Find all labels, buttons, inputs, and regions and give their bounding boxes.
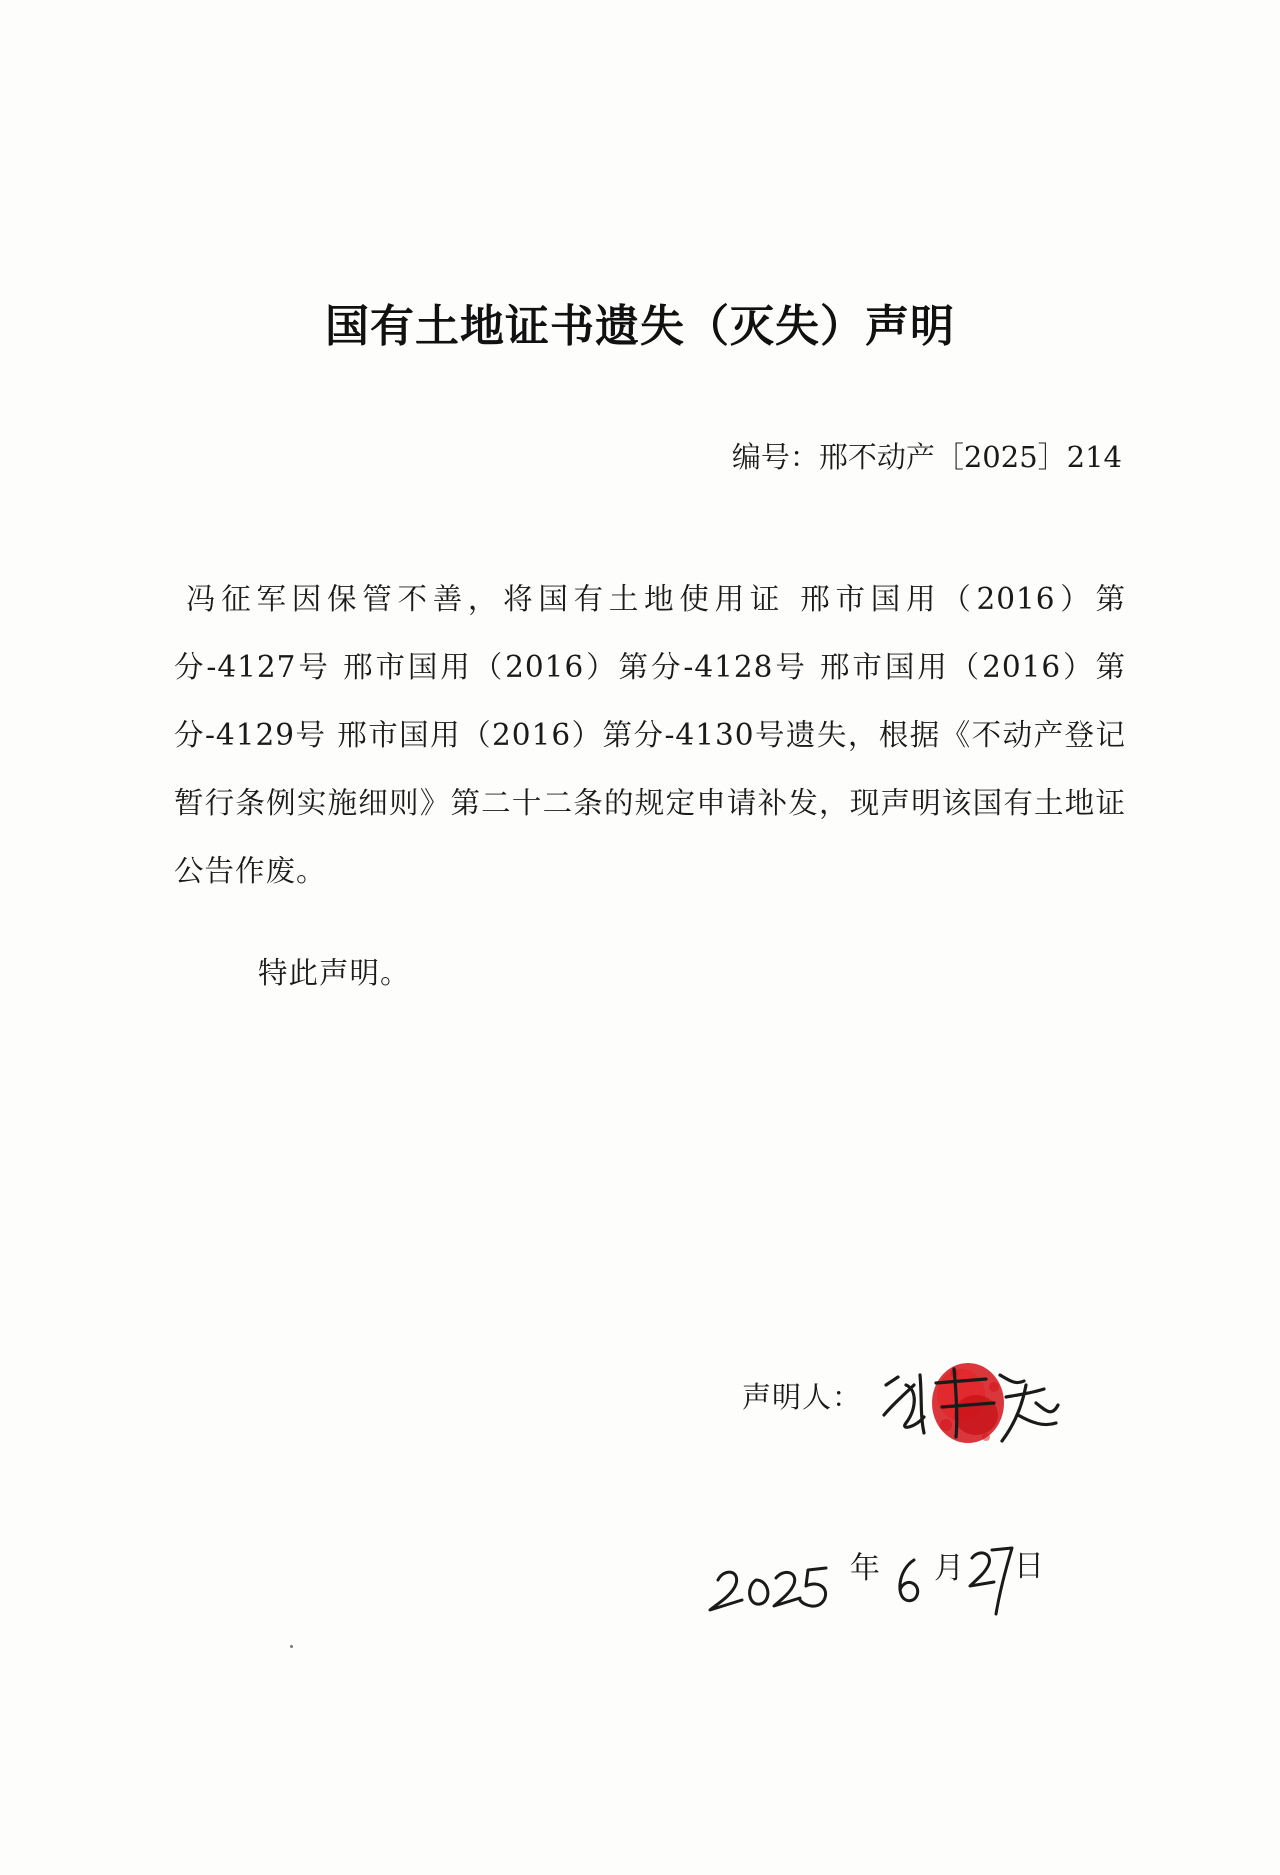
handwritten-date bbox=[700, 1510, 1044, 1620]
scan-speck bbox=[290, 1645, 293, 1648]
document-number: 编号：邢不动产［2025］214 bbox=[731, 440, 1122, 474]
month-char: 月 bbox=[934, 1551, 964, 1586]
day-char: 日 bbox=[1014, 1549, 1044, 1584]
signer-label: 声明人： bbox=[742, 1380, 863, 1414]
handwritten-day bbox=[970, 1548, 1012, 1614]
signature-with-fingerprint bbox=[876, 1345, 1066, 1455]
statement-body: 冯征军因保管不善，将国有土地使用证 邢市国用（2016）第分-4127号 邢市国用（2016）第分-4128号 邢市国用（2016）第分-4129号 邢市国用（2016）第分-4130号遗失，根据《不动产登记暂行条例实施细则》第二十二条的规定申请补发，现声明该国有土地证公告作废。 bbox=[174, 582, 1126, 888]
handwritten-year bbox=[710, 1568, 826, 1610]
handwritten-month bbox=[900, 1560, 918, 1601]
closing-statement: 特此声明。 bbox=[258, 956, 411, 990]
document-title: 国有土地证书遗失（灭失）声明 bbox=[325, 301, 955, 352]
year-char: 年 bbox=[850, 1551, 880, 1586]
